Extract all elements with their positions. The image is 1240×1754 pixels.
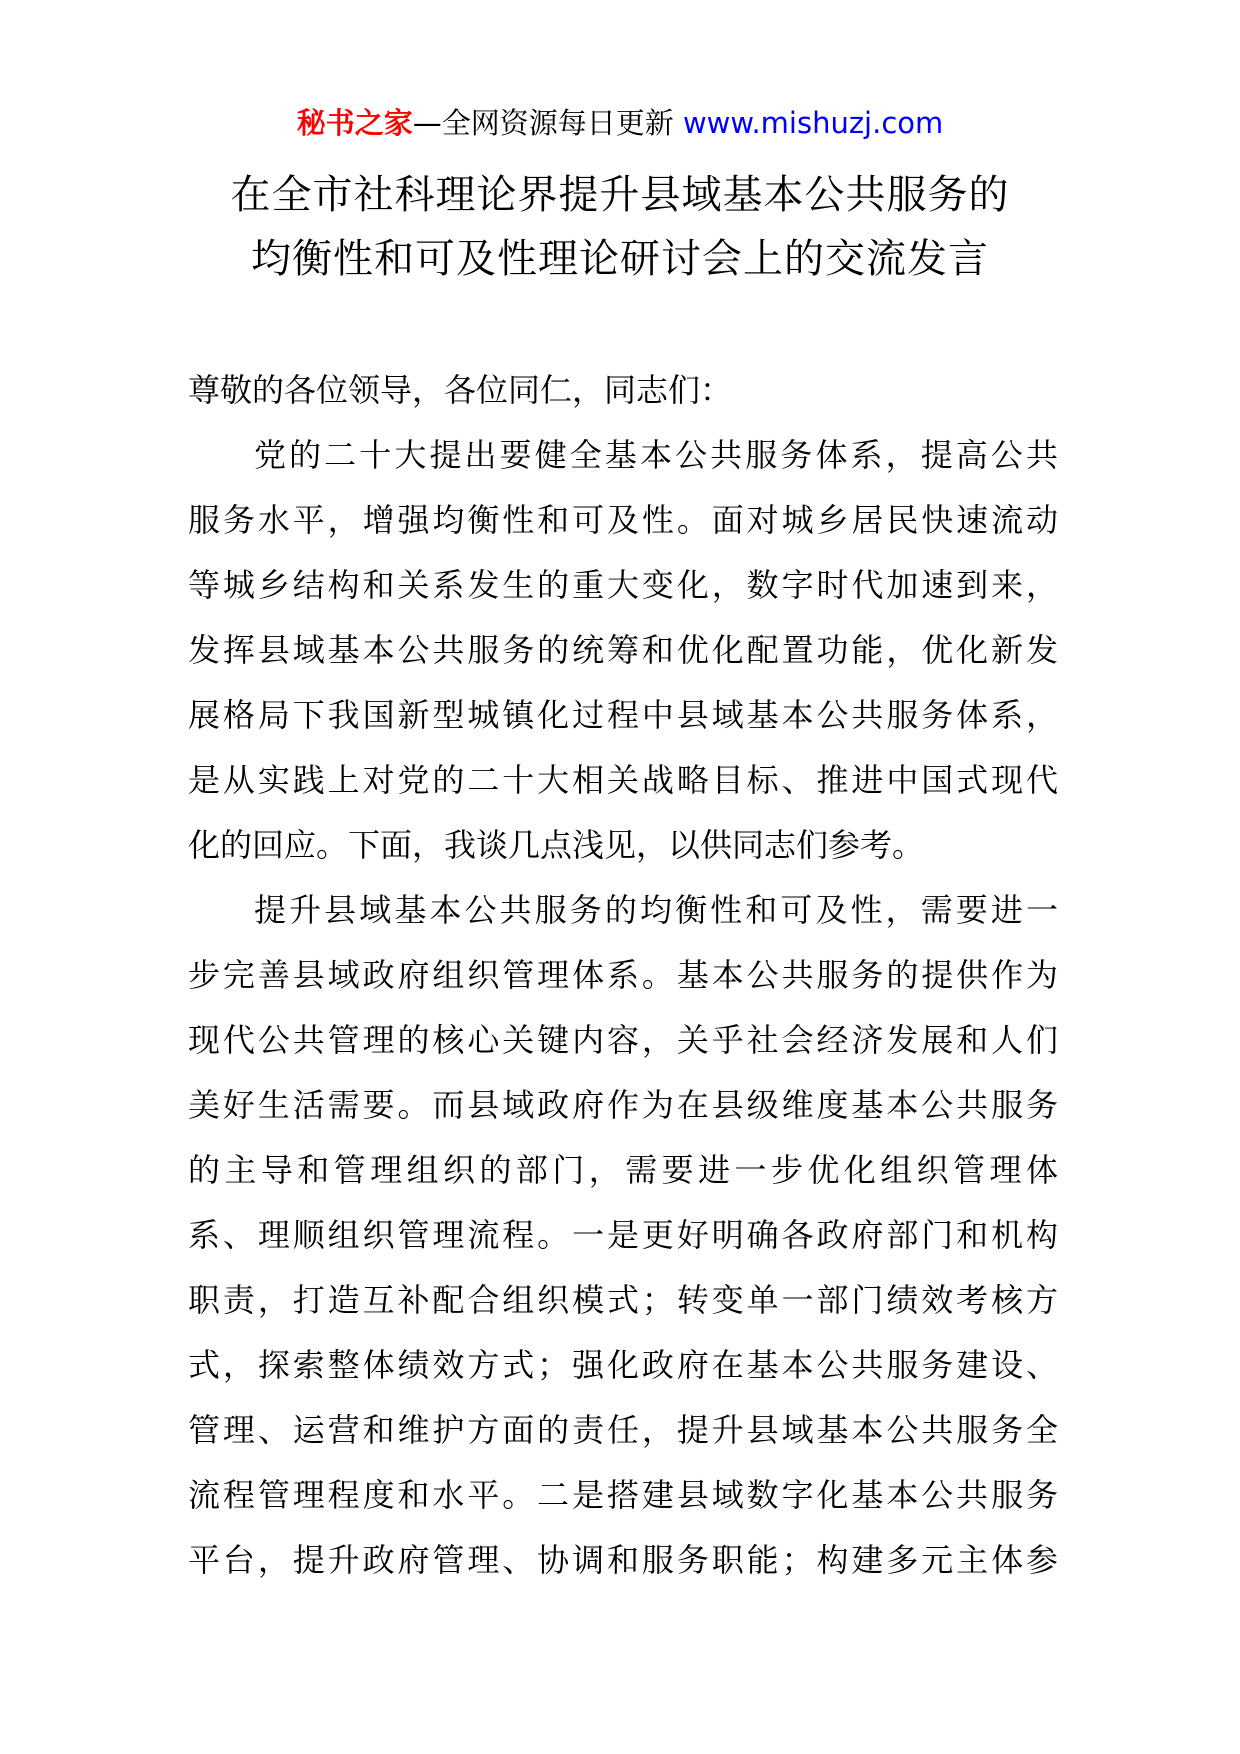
paragraph-2-line: 美好生活需要。而县域政府作为在县级维度基本公共服务 (188, 1086, 1058, 1124)
paragraph-2-line: 职责，打造互补配合组织模式；转变单一部门绩效考核方 (188, 1281, 1058, 1319)
paragraph-2-line: 流程管理程度和水平。二是搭建县域数字化基本公共服务 (188, 1476, 1058, 1514)
paragraph-2-line: 的主导和管理组织的部门，需要进一步优化组织管理体 (188, 1151, 1058, 1189)
paragraph-1-line: 服务水平，增强均衡性和可及性。面对城乡居民快速流动 (188, 501, 1058, 539)
site-header (0, 101, 1240, 145)
title-line-2: 均衡性和可及性理论研讨会上的交流发言 (251, 236, 989, 282)
salutation: 尊敬的各位领导，各位同仁，同志们： (188, 371, 733, 409)
paragraph-2-line: 系、理顺组织管理流程。一是更好明确各政府部门和机构 (188, 1216, 1058, 1254)
paragraph-2-line: 现代公共管理的核心关键内容，关乎社会经济发展和人们 (188, 1021, 1058, 1059)
paragraph-1-line: 等城乡结构和关系发生的重大变化，数字时代加速到来， (188, 566, 1058, 604)
title-line-1: 在全市社科理论界提升县域基本公共服务的 (230, 172, 1010, 218)
paragraph-1-line: 展格局下我国新型城镇化过程中县域基本公共服务体系， (188, 696, 1058, 734)
paragraph-1-line: 党的二十大提出要健全基本公共服务体系，提高公共 (254, 436, 1058, 474)
document-body (188, 358, 1058, 1593)
paragraph-2-line: 平台，提升政府管理、协调和服务职能；构建多元主体参 (188, 1541, 1058, 1579)
paragraph-1-line: 是从实践上对党的二十大相关战略目标、推进中国式现代 (188, 761, 1058, 799)
brand-name: 秘书之家 (296, 106, 413, 140)
document-title (0, 163, 1240, 291)
paragraph-2-line: 管理、运营和维护方面的责任，提升县域基本公共服务全 (188, 1411, 1058, 1449)
website-url: www.mishuzj.com (682, 106, 944, 140)
paragraph-2-line: 步完善县域政府组织管理体系。基本公共服务的提供作为 (188, 956, 1058, 994)
paragraph-1-line: 化的回应。下面，我谈几点浅见，以供同志们参考。 (188, 826, 925, 864)
paragraph-1-line: 发挥县域基本公共服务的统筹和优化配置功能，优化新发 (188, 631, 1058, 669)
header-tagline: —全网资源每日更新 (412, 106, 674, 140)
paragraph-2-line: 式，探索整体绩效方式；强化政府在基本公共服务建设、 (188, 1346, 1058, 1384)
paragraph-2-line: 提升县域基本公共服务的均衡性和可及性，需要进一 (254, 891, 1058, 929)
